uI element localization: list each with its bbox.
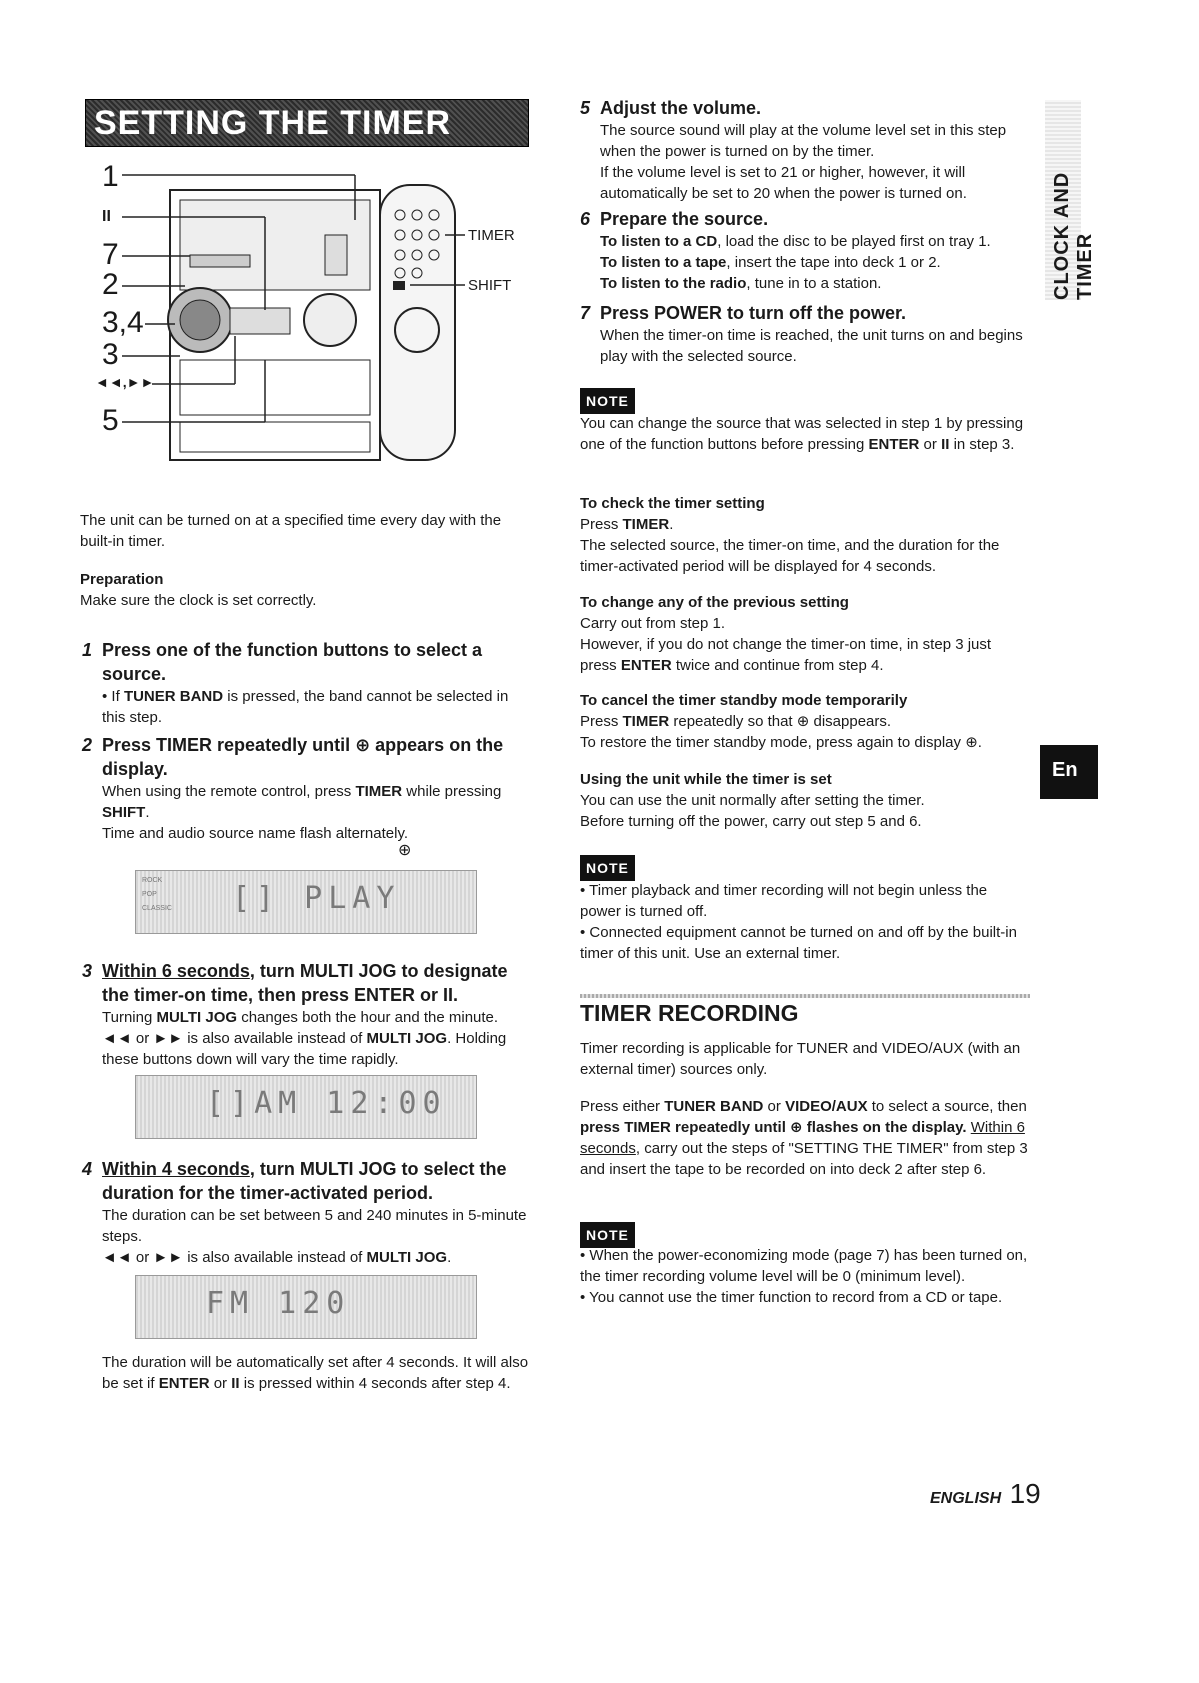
step-title: Prepare the source. xyxy=(600,209,769,229)
preparation-text: Make sure the clock is set correctly. xyxy=(80,592,317,609)
text-run: to select a source, then xyxy=(867,1098,1027,1115)
section-heading: To check the timer setting xyxy=(580,495,765,512)
page-number: 19 xyxy=(1009,1478,1041,1509)
display-mode: CLASSIC xyxy=(142,905,172,912)
text-run: twice and continue from step 4. xyxy=(671,657,884,674)
text-run-bold: To listen to a CD xyxy=(600,233,718,250)
text-run-bold: To listen to the radio xyxy=(600,275,747,292)
text-run-bold: TIMER xyxy=(355,783,403,800)
step-number: 7 xyxy=(580,303,591,323)
text-run: You can change the source that was selected in step 1 by pressing one of the function buttons before pressing xyxy=(580,415,1024,453)
timer-symbol-icon: ⊕ xyxy=(398,842,412,859)
side-section-label xyxy=(1045,100,1096,300)
page-footer xyxy=(930,1478,1041,1510)
text-run: or xyxy=(763,1098,786,1115)
step-4 xyxy=(82,1157,530,1268)
recording-heading: TIMER RECORDING xyxy=(580,1000,799,1026)
stereo-and-remote-illustration xyxy=(90,160,520,470)
text-run-bold: MULTI JOG xyxy=(366,1249,448,1266)
callout-2: 2 xyxy=(102,268,119,301)
step-text: Time and audio source name flash alternately. xyxy=(102,825,408,842)
step-title xyxy=(102,1157,530,1205)
footer-language: ENGLISH xyxy=(930,1490,1002,1507)
note-1-text xyxy=(580,413,1028,455)
text-run-bold: ENTER xyxy=(158,1375,210,1392)
text-run: ◄◄ or ►► is also available instead of xyxy=(102,1249,367,1266)
recording-p2 xyxy=(580,1096,1028,1180)
text-run-underlined: Within 4 seconds xyxy=(102,1159,250,1179)
step-text xyxy=(600,252,1030,273)
text-run: or xyxy=(209,1375,232,1392)
display-mode: ROCK xyxy=(142,877,163,884)
callout-7: 7 xyxy=(102,238,119,271)
step-5 xyxy=(580,96,1030,204)
section-heading: To change any of the previous setting xyxy=(580,594,849,611)
text-run-underlined: Within 6 seconds xyxy=(580,1119,1025,1157)
section-heading: To cancel the timer standby mode temporarily xyxy=(580,692,908,709)
text-run: is pressed, the band cannot be selected in this step. xyxy=(102,688,509,726)
text-run-bold: II xyxy=(941,436,950,453)
remote-timer-label: TIMER xyxy=(468,227,515,244)
text-run: Press xyxy=(580,516,623,533)
section-title: SETTING THE TIMER xyxy=(94,104,451,142)
text-run-bold: ENTER xyxy=(868,436,920,453)
note-badge: NOTE xyxy=(580,388,635,414)
section-text xyxy=(580,514,1028,535)
step-title xyxy=(102,959,530,1007)
note-badge: NOTE xyxy=(580,855,635,881)
text-run: changes both the hour and the minute. ◄◄ or ►► is also available instead of xyxy=(102,1009,499,1047)
section-text xyxy=(580,711,1028,732)
text-run-bold: press TIMER repeatedly until ⊕ flashes on the display. xyxy=(580,1119,967,1136)
list-item: • You cannot use the timer function to record from a CD or tape. xyxy=(580,1287,1030,1308)
step-number: 1 xyxy=(82,640,93,660)
text-run: , tune in to a station. xyxy=(746,275,882,292)
cancel-section xyxy=(580,690,1028,753)
step-number: 4 xyxy=(82,1159,93,1179)
step-title: Press POWER to turn off the power. xyxy=(600,303,907,323)
text-run-bold: MULTI JOG xyxy=(366,1030,448,1047)
text-run: However, if you do not change the timer-on time, in step 3 just press xyxy=(580,636,992,674)
section-text xyxy=(580,634,1028,676)
text-run: , turn MULTI JOG to designate the timer-on time, then press ENTER or II. xyxy=(102,961,508,1005)
callout-3-4: 3,4 xyxy=(102,306,144,339)
text-run: Turning xyxy=(102,1009,157,1026)
section-banner xyxy=(85,99,529,147)
section-text: You can use the unit normally after setting the timer. xyxy=(580,792,925,809)
text-run-underlined: Within 6 seconds xyxy=(102,961,250,981)
section-text: Carry out from step 1. xyxy=(580,615,726,632)
preparation-heading: Preparation xyxy=(80,571,164,588)
display-segments: [] PLAY xyxy=(232,881,401,916)
unit-diagram xyxy=(90,160,520,470)
note-3-list xyxy=(580,1245,1030,1308)
step-text: When the timer-on time is reached, the unit turns on and begins play with the selected source. xyxy=(600,327,1023,365)
text-run: is pressed within 4 seconds after step 4. xyxy=(239,1375,511,1392)
language-tab xyxy=(1040,745,1098,799)
note-badge: NOTE xyxy=(580,1222,635,1248)
step-bullet xyxy=(102,686,530,728)
text-run: . Holding these buttons down will vary the time rapidly. xyxy=(102,1030,507,1068)
text-run: , insert the tape into deck 1 or 2. xyxy=(726,254,941,271)
display-segments: FM 120 xyxy=(206,1286,351,1321)
text-run: If xyxy=(111,688,124,705)
callout-pause: II xyxy=(102,208,111,225)
language-tab-label: En xyxy=(1052,759,1078,781)
step-text xyxy=(600,273,1030,294)
text-run-bold: To listen to a tape xyxy=(600,254,727,271)
change-section xyxy=(580,592,1028,676)
text-run-bold: TUNER BAND xyxy=(123,688,224,705)
display-segments: []AM 12:00 xyxy=(206,1086,447,1121)
list-item: • Timer playback and timer recording will not begin unless the power is turned off. xyxy=(580,880,1028,922)
intro-text: The unit can be turned on at a specified time every day with the built-in timer. xyxy=(80,512,502,550)
display-time xyxy=(135,1075,477,1139)
list-item: • When the power-economizing mode (page 7) has been turned on, the timer recording volume level will be 0 (minimum level). xyxy=(580,1245,1030,1287)
text-run: Press either xyxy=(580,1098,665,1115)
section-text: Before turning off the power, carry out step 5 and 6. xyxy=(580,813,922,830)
recording-p1: Timer recording is applicable for TUNER and VIDEO/AUX (with an external timer) sources only. xyxy=(580,1040,1021,1078)
text-run: or xyxy=(919,436,942,453)
step-text: If the volume level is set to 21 or higher, however, it will automatically be set to 20 when the power is turned on. xyxy=(600,164,967,202)
section-heading: Using the unit while the timer is set xyxy=(580,771,832,788)
remote-shift-label: SHIFT xyxy=(468,277,512,294)
step-text: The duration can be set between 5 and 240 minutes in 5-minute steps. xyxy=(102,1207,527,1245)
text-run-bold: II xyxy=(231,1375,240,1392)
display-play xyxy=(135,870,477,934)
check-section xyxy=(580,493,1028,577)
display-mode: POP xyxy=(142,891,157,898)
step-text: The source sound will play at the volume level set in this step when the power is turned on by the timer. xyxy=(600,122,1007,160)
divider xyxy=(580,994,1030,998)
step-title: Adjust the volume. xyxy=(600,98,762,118)
step-text xyxy=(102,781,530,823)
using-section xyxy=(580,769,1028,832)
step-number: 3 xyxy=(82,961,93,981)
text-run: The duration will be automatically set after 4 seconds. It will also be set if xyxy=(102,1354,529,1392)
text-run: while pressing xyxy=(402,783,502,800)
display-duration xyxy=(135,1275,477,1339)
step-1 xyxy=(82,638,530,728)
step-title: Press TIMER repeatedly until ⊕ appears on the display. xyxy=(102,735,504,779)
step-3 xyxy=(82,959,530,1070)
text-run-bold: TUNER BAND xyxy=(664,1098,764,1115)
text-run: Press xyxy=(580,713,623,730)
step-text xyxy=(102,1007,530,1070)
callout-1: 1 xyxy=(102,160,119,193)
text-run: . xyxy=(669,516,674,533)
callout-5: 5 xyxy=(102,404,119,437)
section-text: The selected source, the timer-on time, and the duration for the timer-activated period will be displayed for 4 seconds. xyxy=(580,537,1000,575)
side-label-text: CLOCK AND TIMER xyxy=(1051,171,1096,300)
text-run: repeatedly so that ⊕ disappears. xyxy=(669,713,892,730)
step-number: 5 xyxy=(580,98,591,118)
step-2 xyxy=(82,733,530,844)
section-text: To restore the timer standby mode, press again to display ⊕. xyxy=(580,734,982,751)
step-title: Press one of the function buttons to select a source. xyxy=(102,640,483,684)
text-run-bold: SHIFT xyxy=(102,804,146,821)
text-run-bold: TIMER xyxy=(622,713,670,730)
step-number: 6 xyxy=(580,209,591,229)
text-run-bold: TIMER xyxy=(622,516,670,533)
text-run: When using the remote control, press xyxy=(102,783,356,800)
step-text xyxy=(600,231,1030,252)
step-6 xyxy=(580,207,1030,294)
step-7 xyxy=(580,301,1030,367)
note-2-list xyxy=(580,880,1028,964)
step-4-after-text xyxy=(102,1352,530,1394)
callout-3: 3 xyxy=(102,338,119,371)
text-run-bold: ENTER xyxy=(620,657,672,674)
text-run: . xyxy=(145,804,150,821)
list-item: • Connected equipment cannot be turned on and off by the built-in timer of this unit. Use an external timer. xyxy=(580,922,1028,964)
text-run: , turn MULTI JOG to select the duration for the timer-activated period. xyxy=(102,1159,507,1203)
text-run-bold: MULTI JOG xyxy=(156,1009,238,1026)
step-text xyxy=(102,1247,530,1268)
text-run: . xyxy=(447,1249,452,1266)
callout-skip: ◄◄,►► xyxy=(95,374,155,390)
step-number: 2 xyxy=(82,735,93,755)
text-run-bold: VIDEO/AUX xyxy=(785,1098,868,1115)
text-run: , carry out the steps of "SETTING THE TIMER" from step 3 and insert the tape to be recorded on into deck 2 after step 6. xyxy=(580,1140,1028,1178)
text-run: in step 3. xyxy=(949,436,1015,453)
text-run: , load the disc to be played first on tray 1. xyxy=(717,233,991,250)
